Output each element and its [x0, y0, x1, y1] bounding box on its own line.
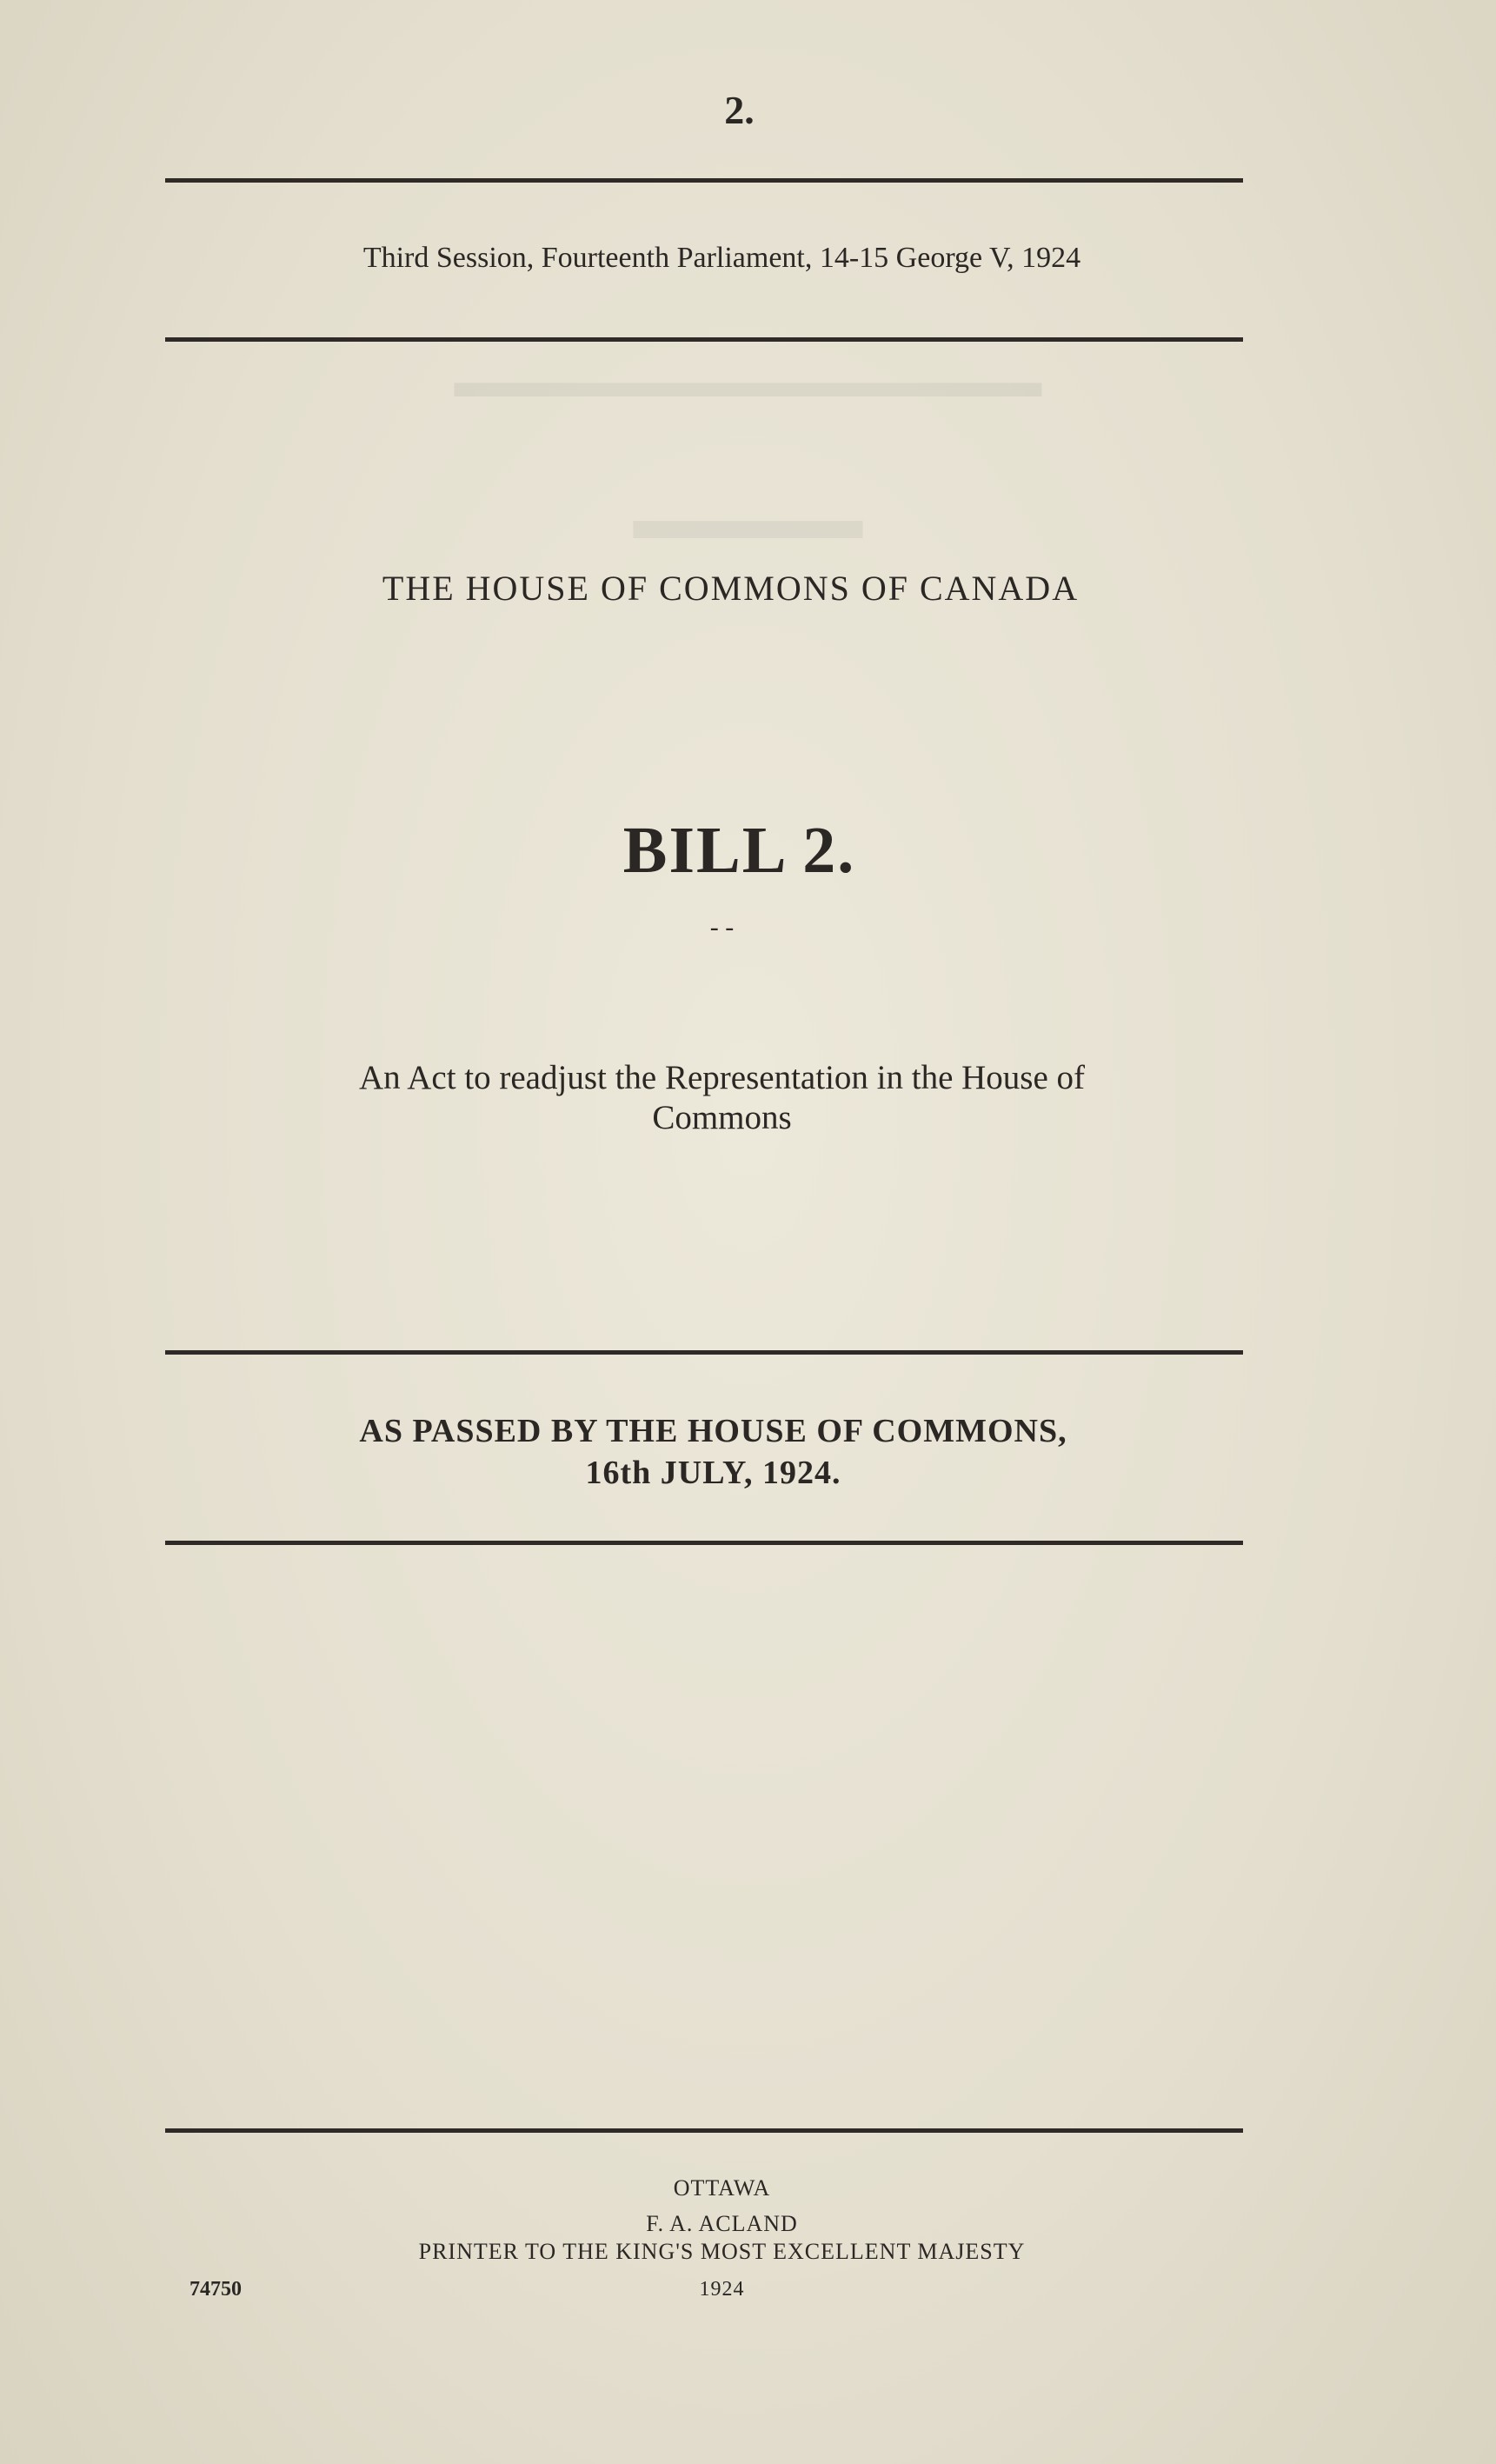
passed-line-2: 16th JULY, 1924. [585, 1455, 841, 1491]
page-number: 2. [724, 88, 755, 132]
session-line: Third Session, Fourteenth Parliament, 14-15 George V, 1924 [362, 242, 1081, 274]
print-code: 74750 [189, 2278, 242, 2301]
bill-mark: - - [709, 913, 735, 942]
imprint-rule [165, 2128, 1243, 2133]
imprint-printer-title: PRINTER TO THE KING'S MOST EXCELLENT MAJESTY [418, 2239, 1026, 2264]
passed-line-1: AS PASSED BY THE HOUSE OF COMMONS, [359, 1413, 1067, 1449]
act-title-line-1: An Act to readjust the Representation in the House of [358, 1059, 1086, 1096]
passed-bottom-rule [165, 1541, 1243, 1545]
bill-title: BILL 2. [622, 814, 856, 887]
house-title: THE HOUSE OF COMMONS OF CANADA [382, 569, 1080, 608]
imprint-year: 1924 [699, 2278, 745, 2301]
passed-top-rule [165, 1350, 1243, 1355]
session-rule [165, 337, 1243, 342]
imprint-city: OTTAWA [673, 2175, 771, 2201]
bleed-through-heading: ▬▬▬▬▬▬▬▬▬▬▬▬▬ [454, 357, 1042, 407]
imprint-printer: F. A. ACLAND [646, 2211, 798, 2236]
top-rule [165, 178, 1243, 183]
bleed-through-title: ▬▬▬▬ [633, 488, 863, 551]
act-title-line-2: Commons [652, 1099, 792, 1136]
